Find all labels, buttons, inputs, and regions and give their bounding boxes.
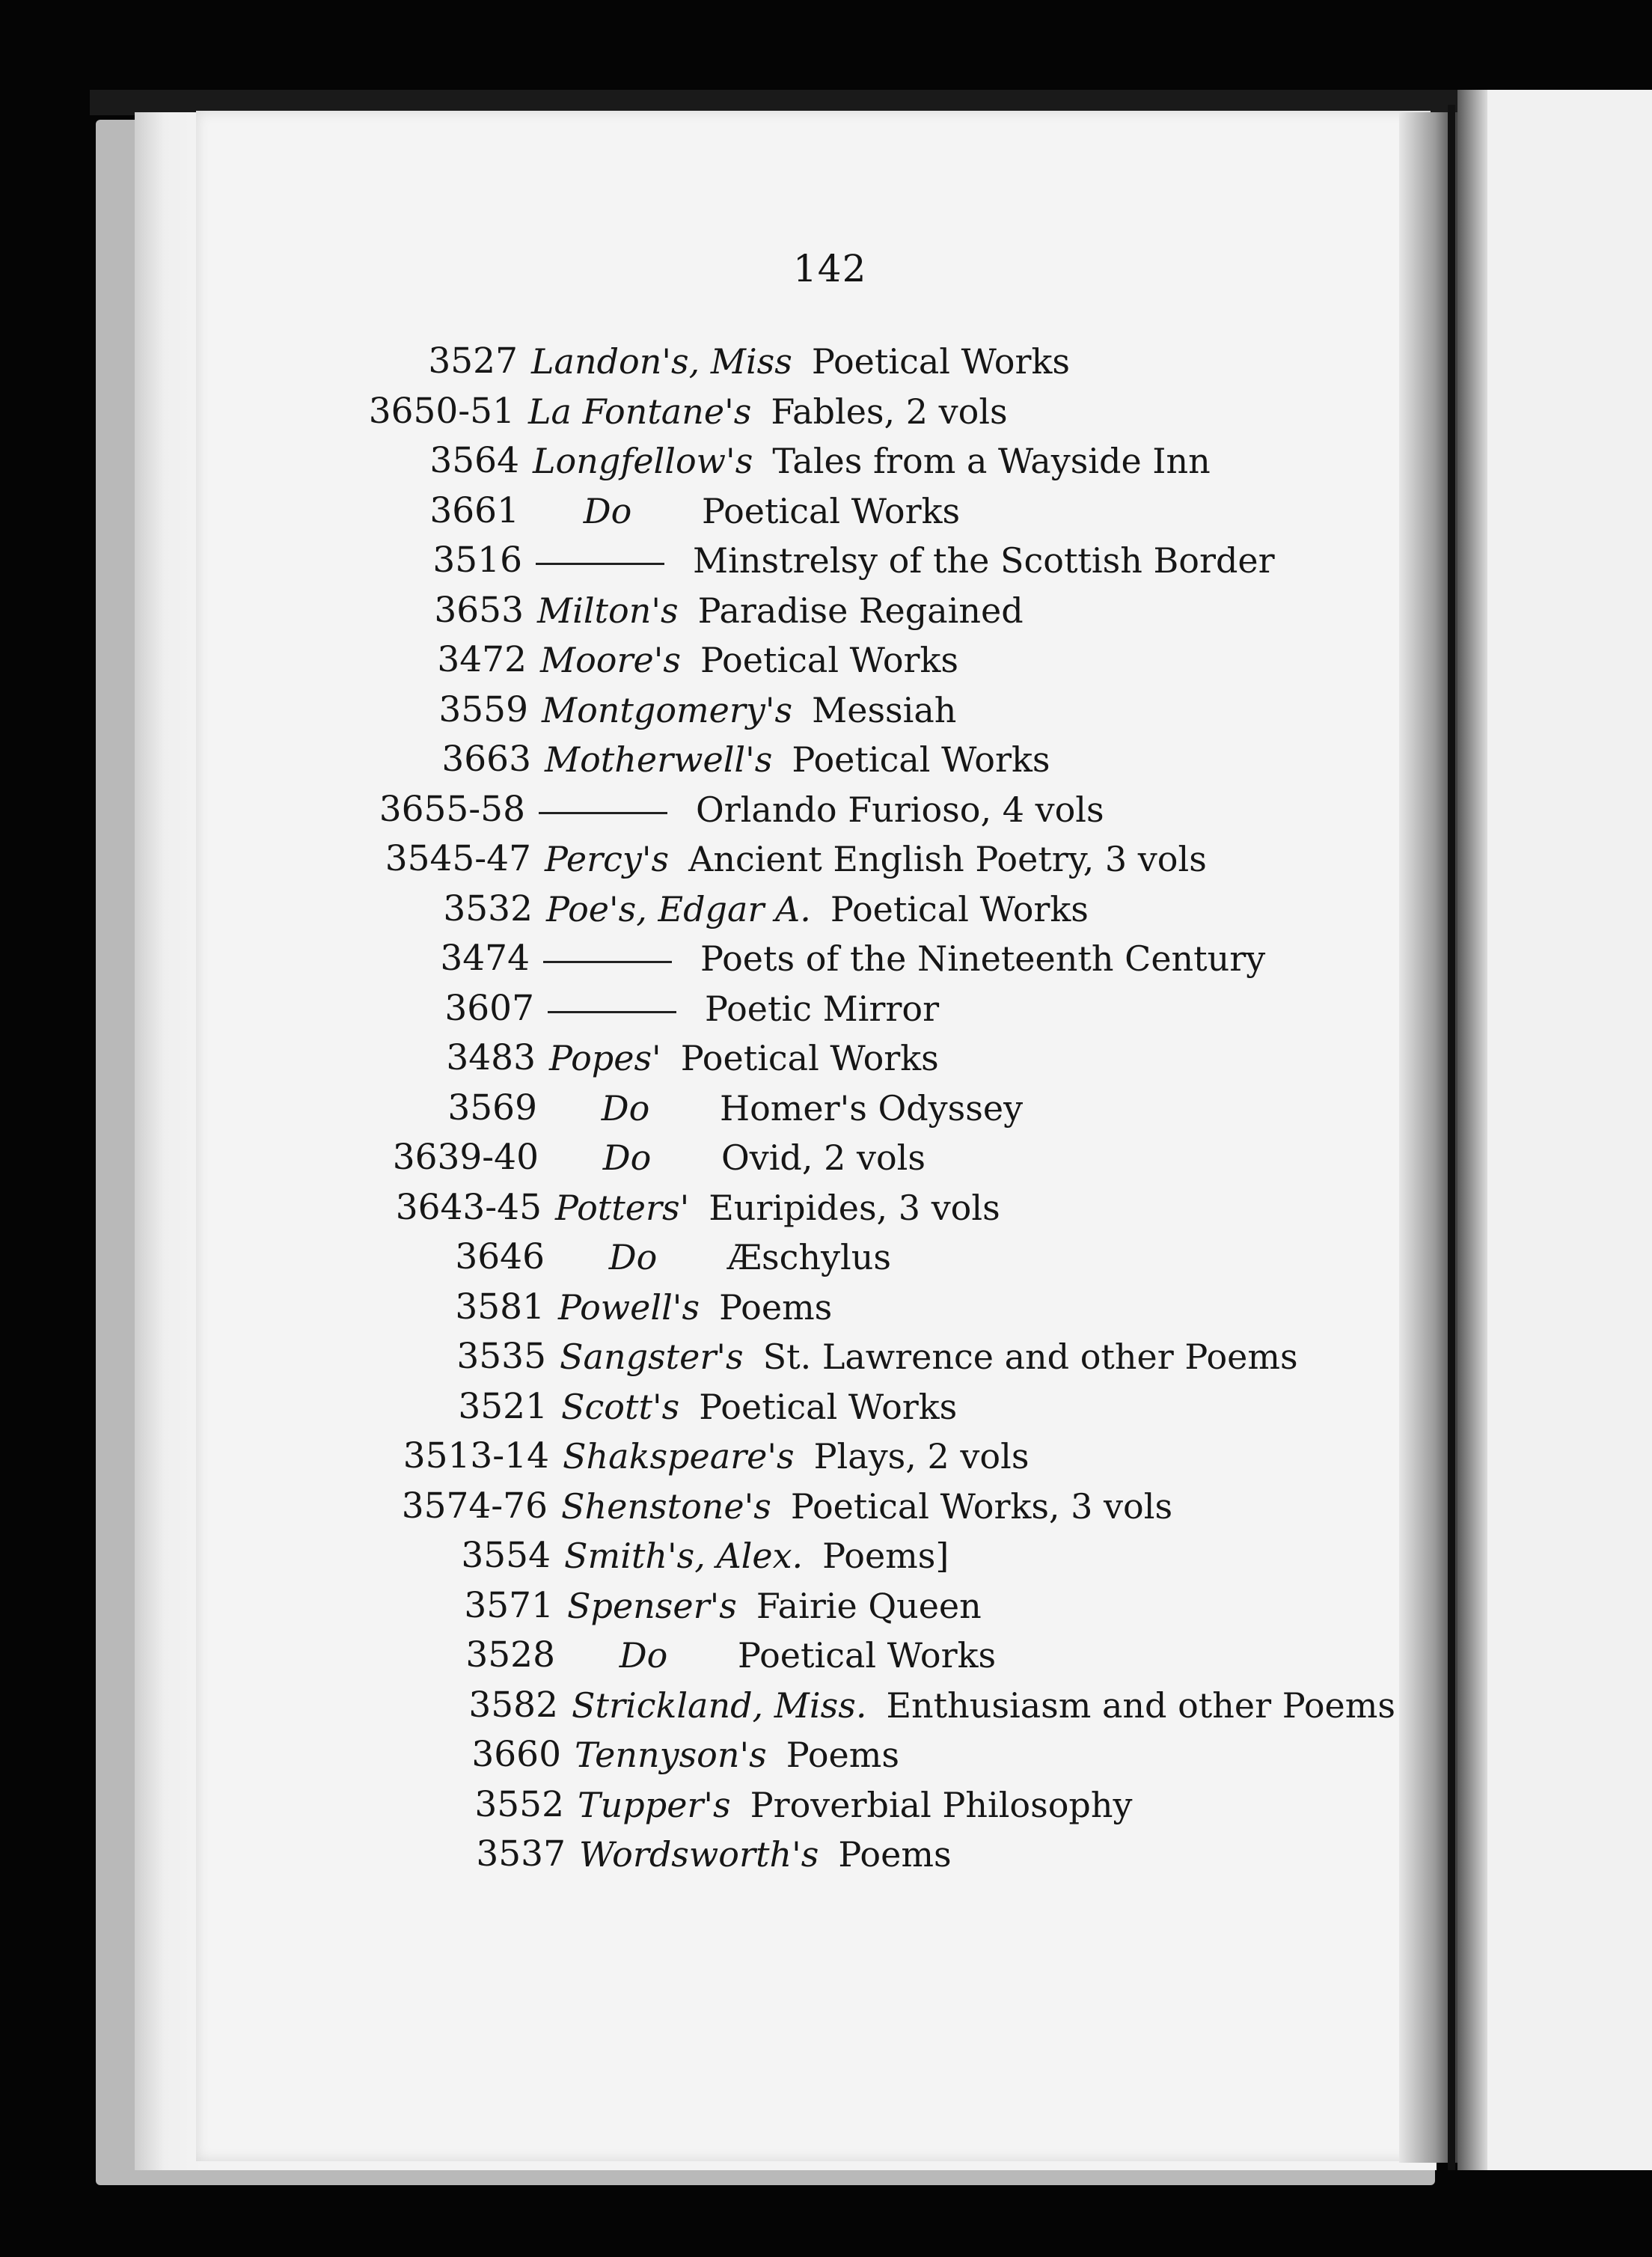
catalogue-entry [455, 1233, 891, 1282]
entry-author: Do [601, 1088, 650, 1128]
catalogue-entry [434, 586, 1024, 635]
entry-author: Do [619, 1635, 668, 1676]
entry-author: Potters' [555, 1188, 690, 1228]
catalogue-entry [474, 1780, 1133, 1830]
entry-author: Do [583, 491, 632, 531]
entry-number: 3650-51 [368, 391, 515, 432]
entry-number: 3532 [443, 888, 533, 929]
catalogue-entry [392, 1133, 926, 1182]
entry-number: 3653 [434, 590, 524, 631]
entry-author: Popes' [549, 1038, 661, 1078]
entry-number: 3663 [441, 739, 531, 780]
book-spine-line [1448, 105, 1455, 2170]
catalogue-entry [429, 436, 1211, 486]
entry-author: Powell's [558, 1287, 700, 1328]
catalogue-entry [456, 1332, 1298, 1381]
entry-number: 3582 [468, 1685, 558, 1726]
catalogue-entry [368, 387, 1008, 436]
entry-number: 3574-76 [401, 1485, 548, 1527]
catalogue-entry [464, 1581, 982, 1631]
entry-title: Poetical Works [792, 739, 1050, 780]
entry-number: 3581 [455, 1286, 545, 1328]
entry-author: Tennyson's [575, 1735, 767, 1775]
entry-title: Poems [786, 1735, 899, 1775]
entry-title: Poets of the Nineteenth Century [700, 938, 1266, 979]
entry-number: 3646 [455, 1236, 545, 1277]
entry-title: Fairie Queen [756, 1586, 982, 1626]
entry-number: 3552 [474, 1784, 564, 1825]
entry-title: Poetical Works [680, 1038, 939, 1078]
catalogue-entry [471, 1730, 899, 1780]
catalogue-entry [441, 735, 1050, 784]
entry-author: Do [602, 1137, 652, 1178]
entry-title: Poetical Works [830, 889, 1089, 929]
entry-title: Æschylus [727, 1237, 891, 1277]
entry-title: Paradise Regained [697, 590, 1024, 631]
entry-author: Shakspeare's [563, 1436, 795, 1476]
entry-author: Tupper's [578, 1785, 731, 1825]
entry-author [536, 563, 664, 565]
entry-number: 3537 [476, 1833, 566, 1875]
catalogue-entry [446, 1033, 939, 1083]
entry-title: Poems [838, 1834, 952, 1875]
entry-author: La Fontane's [528, 391, 752, 432]
entry-title: Euripides, 3 vols [709, 1188, 1000, 1228]
catalogue-entry [476, 1830, 952, 1879]
catalogue-entry [458, 1382, 958, 1432]
entry-author: Smith's, Alex. [564, 1536, 804, 1576]
entry-number: 3639-40 [392, 1137, 539, 1178]
entry-author: Shenstone's [561, 1486, 771, 1527]
catalogue-entry [403, 1432, 1030, 1481]
entry-author: Do [608, 1237, 658, 1277]
catalogue-entry [385, 834, 1207, 884]
catalogue-entry [395, 1183, 1000, 1233]
catalogue-entry [401, 1482, 1173, 1531]
entry-title: Poems] [822, 1536, 949, 1576]
entry-title: Poetical Works [699, 1387, 958, 1427]
entry-number: 3655-58 [379, 789, 525, 830]
entry-title: Proverbial Philosophy [750, 1785, 1133, 1825]
entry-number: 3661 [429, 490, 519, 531]
entry-author: Strickland, Miss. [572, 1685, 867, 1726]
entry-author: Longfellow's [533, 441, 753, 481]
entry-author [543, 961, 672, 963]
entry-number: 3513-14 [403, 1435, 549, 1476]
entry-number: 3483 [446, 1037, 536, 1078]
entry-author: Percy's [545, 839, 670, 879]
entry-author: Wordsworth's [579, 1834, 819, 1875]
catalogue-entry [465, 1631, 997, 1680]
entry-title: Tales from a Wayside Inn [772, 441, 1211, 481]
catalogue-entry [428, 337, 1070, 386]
entry-author [539, 812, 667, 814]
entry-title: Homer's Odyssey [720, 1088, 1024, 1128]
entry-author: Scott's [561, 1387, 680, 1427]
entry-number: 3521 [458, 1386, 548, 1427]
entry-number: 3528 [465, 1634, 555, 1676]
catalogue-entry [443, 885, 1089, 934]
entry-title: Messiah [812, 690, 957, 730]
entry-title: Poems [719, 1287, 833, 1328]
catalogue-entry [437, 635, 958, 685]
entry-number: 3559 [438, 689, 528, 730]
entry-number: 3643-45 [395, 1187, 542, 1228]
entry-title: Ovid, 2 vols [721, 1137, 926, 1178]
catalogue-entry [379, 785, 1104, 834]
entry-title: Poetical Works [702, 491, 961, 531]
entry-number: 3527 [428, 340, 518, 382]
catalogue-entry [432, 536, 1275, 585]
page-number: 142 [793, 247, 867, 290]
entry-author: Poe's, Edgar A. [546, 889, 811, 929]
entry-title: Enthusiasm and other Poems [886, 1685, 1395, 1726]
entry-number: 3571 [464, 1585, 554, 1626]
entry-number: 3474 [440, 938, 530, 979]
entry-number: 3554 [461, 1535, 551, 1576]
catalogue-entry [444, 984, 940, 1033]
catalogue-entry [429, 486, 961, 536]
catalogue-entry [468, 1681, 1395, 1730]
entry-title: Poetical Works [738, 1635, 997, 1676]
entry-author: Spenser's [567, 1586, 737, 1626]
catalogue-entry [440, 934, 1266, 983]
catalogue-entry [455, 1283, 833, 1332]
entry-number: 3569 [447, 1087, 537, 1128]
catalogue-entry [461, 1531, 949, 1580]
entry-number: 3607 [444, 988, 534, 1029]
entry-author: Landon's, Miss [531, 341, 792, 382]
entry-author: Moore's [540, 640, 681, 680]
entry-title: Poetical Works [700, 640, 958, 680]
entry-number: 3564 [429, 440, 519, 481]
entry-number: 3472 [437, 639, 527, 680]
entry-title: Orlando Furioso, 4 vols [696, 790, 1104, 830]
entry-title: Poetic Mirror [705, 989, 940, 1029]
entry-author: Motherwell's [545, 739, 773, 780]
entry-author: Sangster's [560, 1337, 744, 1377]
entry-author: Montgomery's [542, 690, 793, 730]
entry-number: 3535 [456, 1336, 546, 1377]
catalogue-entry [438, 685, 957, 735]
catalogue-entry [447, 1084, 1024, 1133]
entry-author [548, 1011, 676, 1013]
entry-title: Poetical Works [811, 341, 1070, 382]
entry-title: Plays, 2 vols [813, 1436, 1030, 1476]
entry-title: Poetical Works, 3 vols [790, 1486, 1173, 1527]
entry-title: St. Lawrence and other Poems [762, 1337, 1298, 1377]
entry-title: Minstrelsy of the Scottish Border [693, 540, 1275, 581]
entry-number: 3660 [471, 1734, 561, 1775]
entry-title: Fables, 2 vols [771, 391, 1008, 432]
entry-number: 3545-47 [385, 838, 531, 879]
entry-title: Ancient English Poetry, 3 vols [688, 839, 1207, 879]
entry-number: 3516 [432, 540, 522, 581]
right-page-shadow [1457, 90, 1487, 2170]
entry-author: Milton's [537, 590, 679, 631]
